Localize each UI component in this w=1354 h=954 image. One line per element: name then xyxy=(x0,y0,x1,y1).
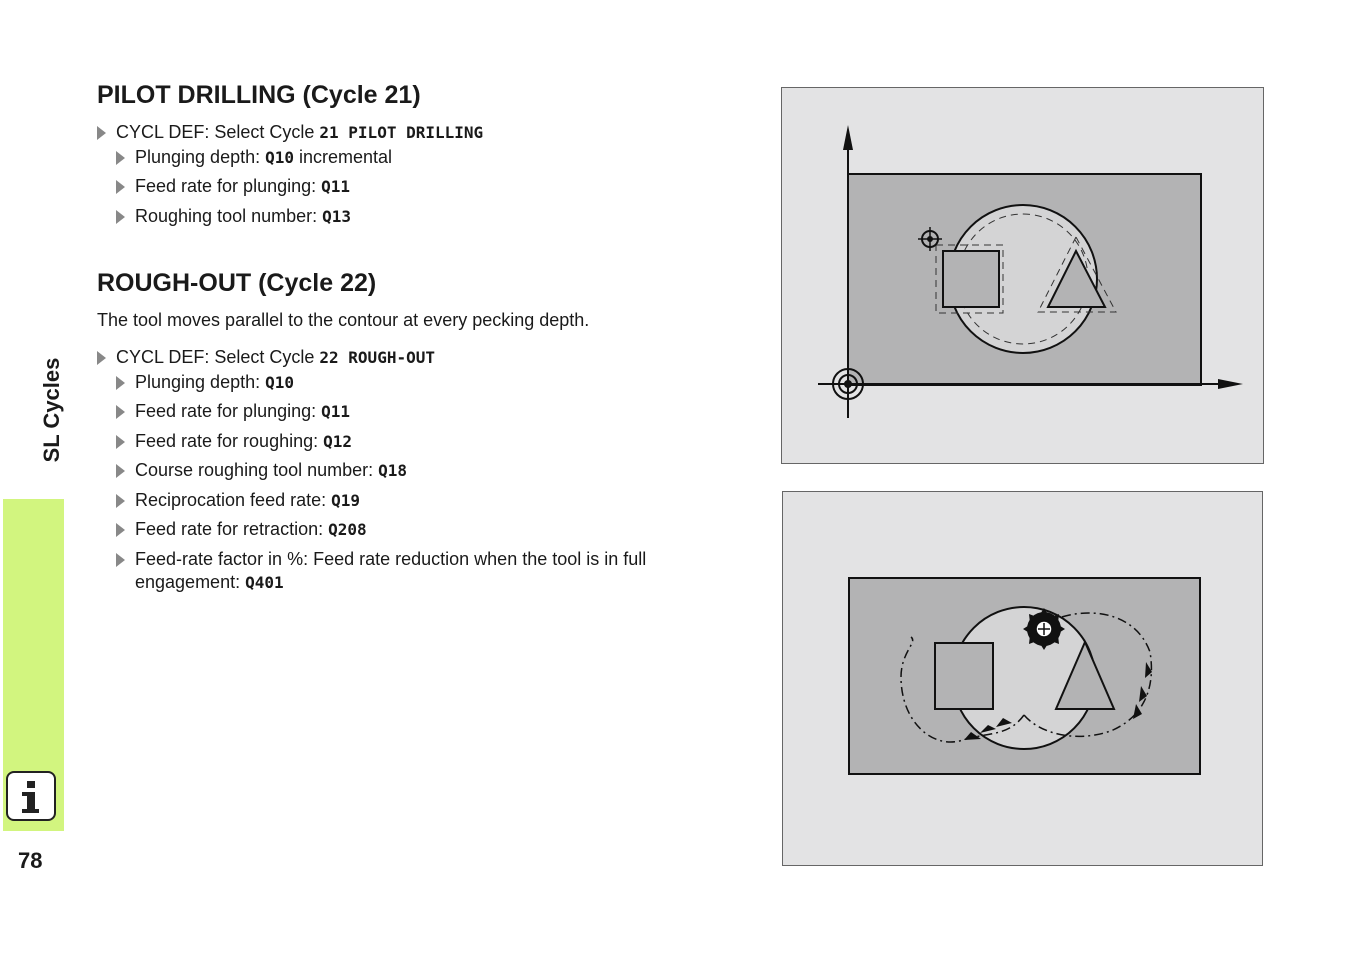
rough-out-intro: The tool moves parallel to the contour at every pecking depth. xyxy=(97,310,590,330)
rough-substep: Feed rate for retraction: Q208 xyxy=(116,518,367,541)
y-axis-arrow-icon xyxy=(843,125,853,150)
step-arrow-icon xyxy=(116,553,125,567)
info-icon[interactable] xyxy=(6,771,56,821)
rough-substep: Reciprocation feed rate: Q19 xyxy=(116,489,360,512)
rough-substep: Plunging depth: Q10 xyxy=(116,371,294,394)
rough-substep: Feed rate for roughing: Q12 xyxy=(116,430,352,453)
step-arrow-icon xyxy=(116,494,125,508)
step-arrow-icon xyxy=(116,435,125,449)
pilot-substep: Feed rate for plunging: Q11 xyxy=(116,175,350,198)
island-square xyxy=(935,643,993,709)
rough-out-figure xyxy=(782,491,1263,866)
rough-out-heading: ROUGH-OUT (Cycle 22) xyxy=(97,269,377,297)
milling-cutter-icon xyxy=(1023,608,1065,650)
step-arrow-icon xyxy=(116,151,125,165)
x-axis-arrow-icon xyxy=(1218,379,1243,389)
rough-substep: Course roughing tool number: Q18 xyxy=(116,459,407,482)
rough-substep: Feed rate for plunging: Q11 xyxy=(116,400,350,423)
pilot-substep: Plunging depth: Q10 incremental xyxy=(116,146,392,169)
step-arrow-icon xyxy=(116,464,125,478)
step-arrow-icon xyxy=(116,405,125,419)
pilot-main-step: CYCL DEF: Select Cycle 21 PILOT DRILLING xyxy=(97,121,483,144)
rough-substep: Feed-rate factor in %: Feed rate reduction when the tool is in full engagement: Q401 xyxy=(116,548,755,594)
pilot-drilling-figure xyxy=(781,87,1264,464)
pilot-drilling-heading: PILOT DRILLING (Cycle 21) xyxy=(97,81,421,109)
step-arrow-icon xyxy=(97,351,106,365)
step-arrow-icon xyxy=(116,523,125,537)
step-arrow-icon xyxy=(116,376,125,390)
step-arrow-icon xyxy=(116,180,125,194)
page-number: 78 xyxy=(18,848,43,873)
section-title: SL Cycles xyxy=(39,357,64,463)
pilot-substep: Roughing tool number: Q13 xyxy=(116,205,351,228)
step-arrow-icon xyxy=(97,126,106,140)
island-square xyxy=(943,251,999,307)
step-arrow-icon xyxy=(116,210,125,224)
rough-main-step: CYCL DEF: Select Cycle 22 ROUGH-OUT xyxy=(97,346,435,369)
